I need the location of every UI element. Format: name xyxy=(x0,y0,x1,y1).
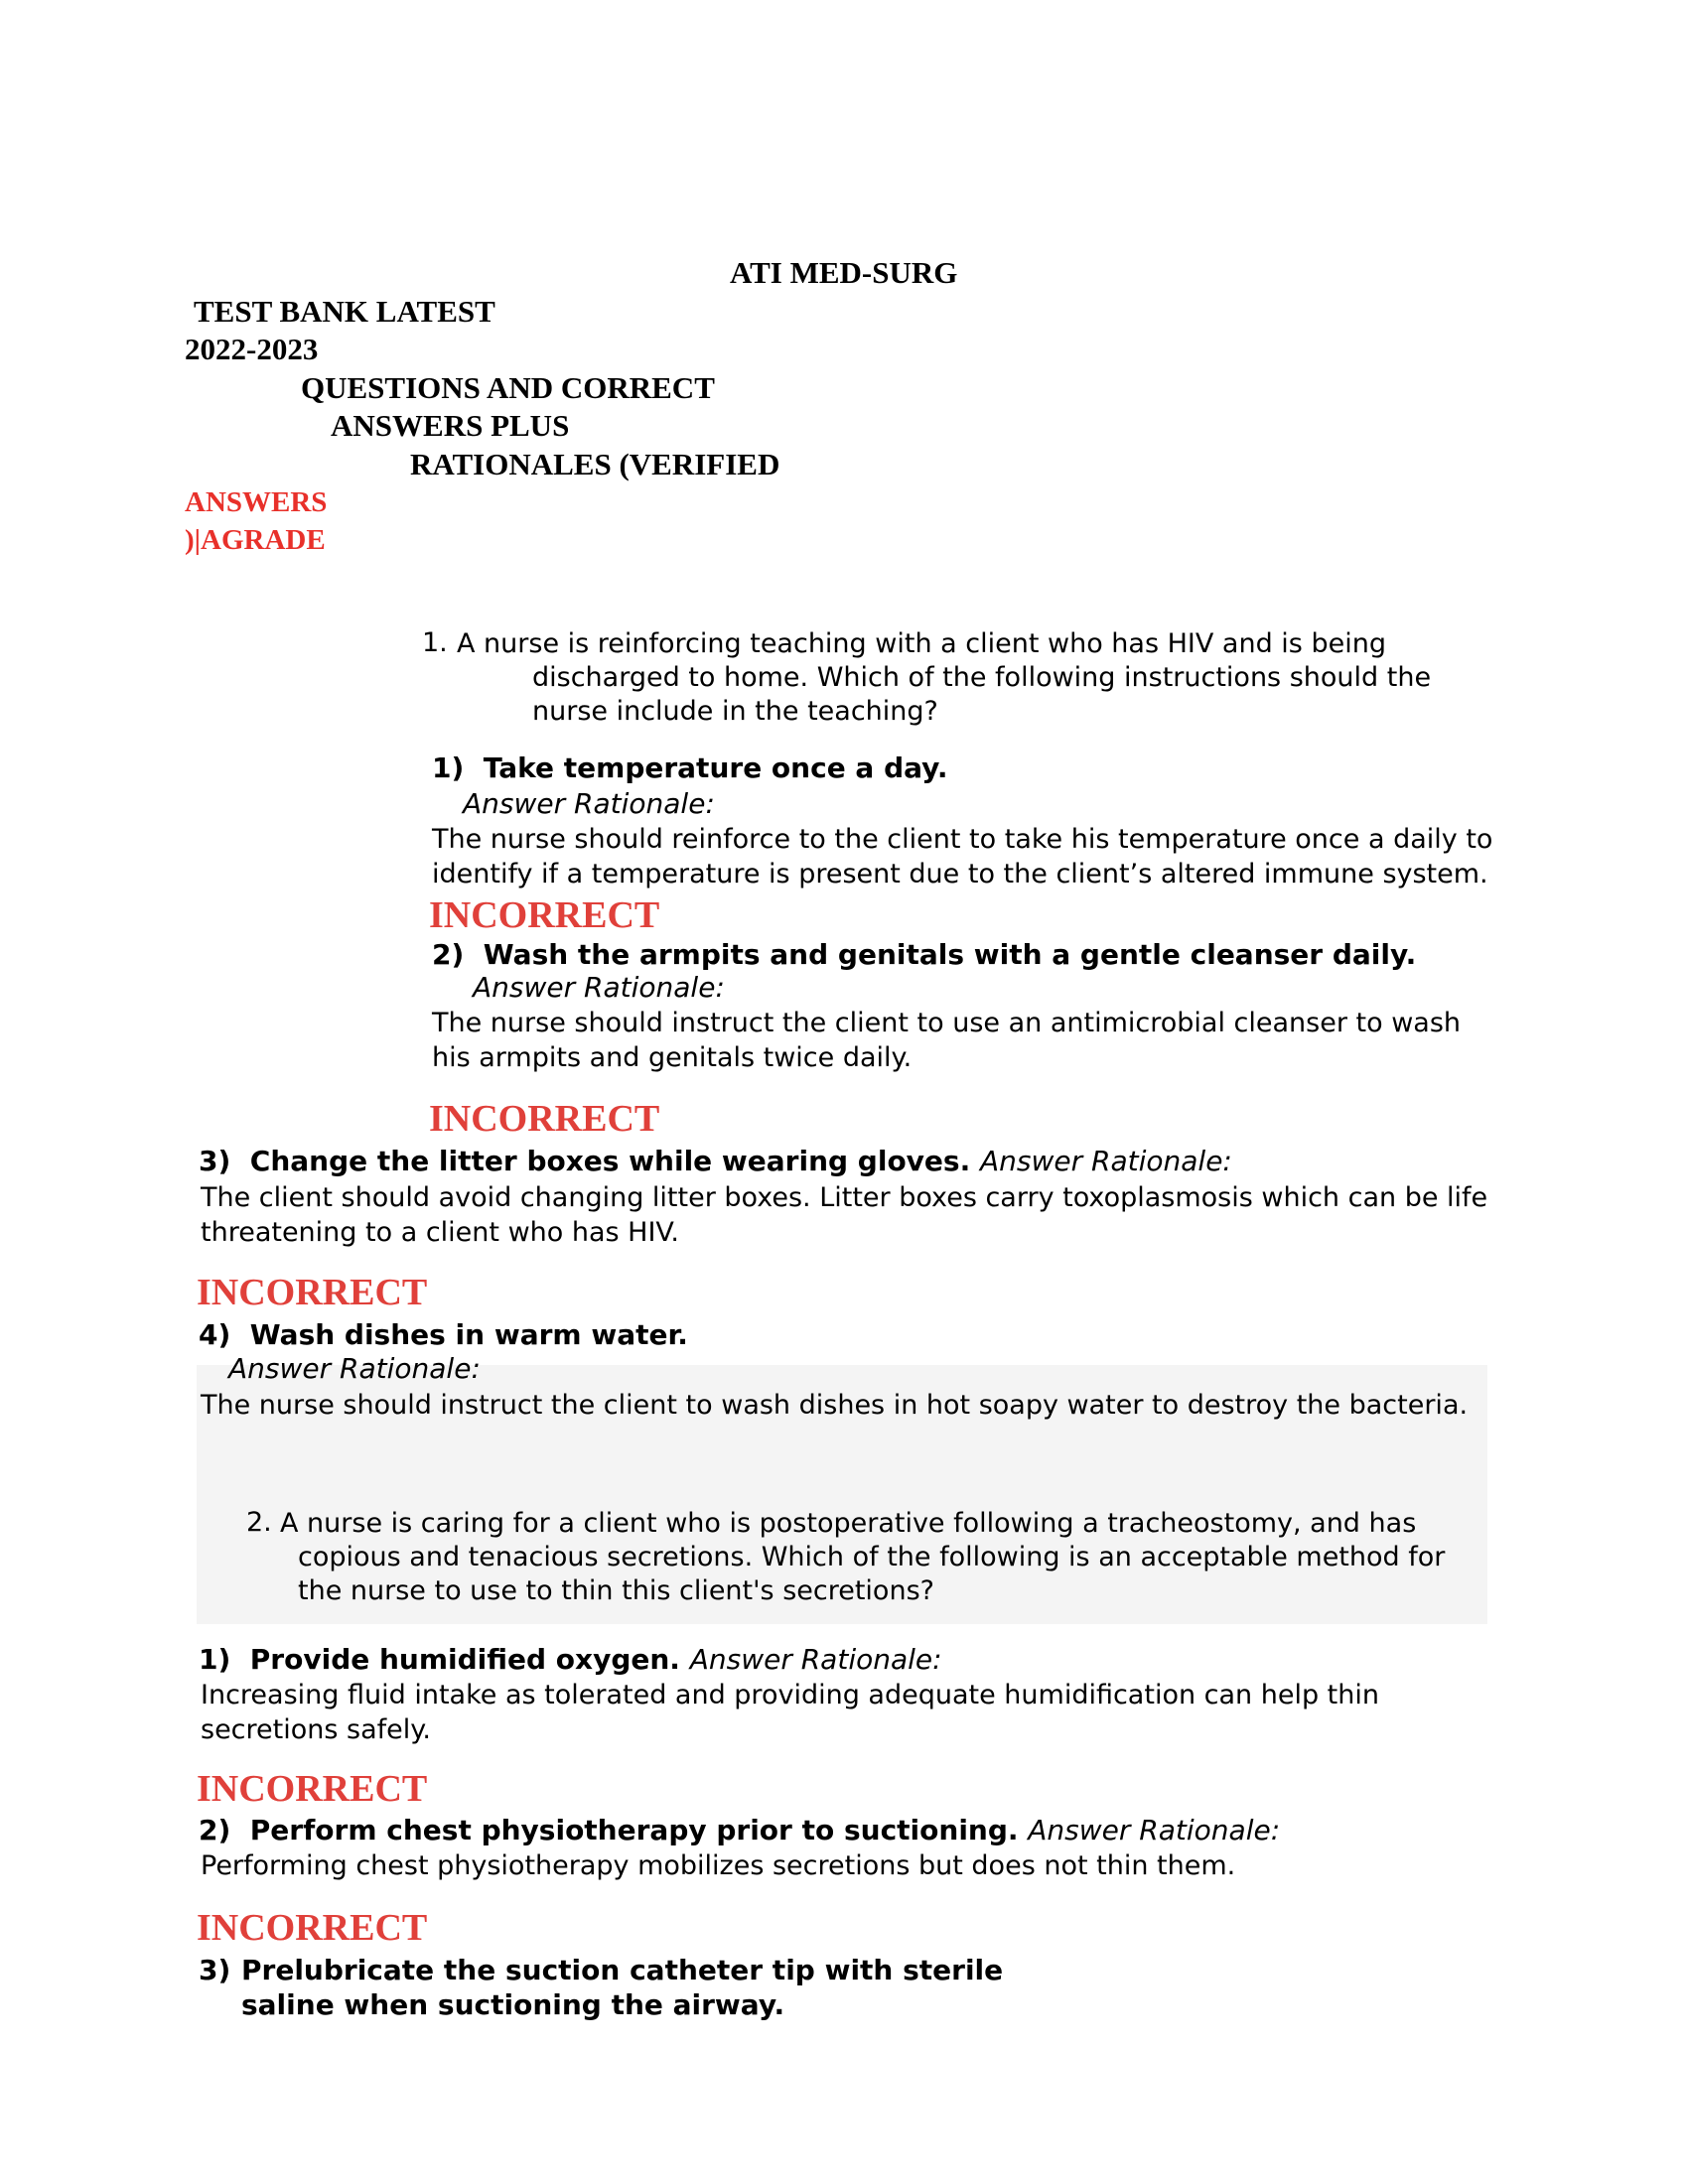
header-line-answers: ANSWERS xyxy=(185,486,328,518)
header-line-questions: QUESTIONS AND CORRECT xyxy=(301,370,715,405)
header-line-test-bank: TEST BANK LATEST xyxy=(194,294,495,329)
document-title: ATI MED-SURG xyxy=(730,255,958,290)
q2-option-2-rationale: Performing chest physiotherapy mobilizes secretions but does not thin them. xyxy=(201,1850,1236,1881)
q1-option-3-text: Change the litter boxes while wearing gloves. xyxy=(249,1145,971,1177)
question-2-stem xyxy=(280,1507,1472,1608)
question-1-stem-text: A nurse is reinforcing teaching with a client who has HIV and is being discharged to home. Which of the following instructions should the nurse include in the teaching? xyxy=(457,628,1432,727)
q2-option-3 xyxy=(199,1953,1092,2022)
q1-option-2-rationale: The nurse should instruct the client to use an antimicrobial cleanser to wash his armpits and genitals twice daily. xyxy=(432,1008,1462,1073)
header-line-answers-plus: ANSWERS PLUS xyxy=(331,408,570,443)
q1-option-3-status: INCORRECT xyxy=(197,1272,428,1313)
q1-option-4-rationale-label: Answer Rationale: xyxy=(228,1352,481,1385)
q2-option-1 xyxy=(199,1643,942,1676)
q1-option-1-status: INCORRECT xyxy=(429,894,660,936)
q2-option-2-text: Perform chest physiotherapy prior to suctioning. xyxy=(249,1814,1019,1846)
q1-option-1 xyxy=(432,751,947,784)
q2-option-2-status: INCORRECT xyxy=(197,1907,428,1949)
q1-option-4-num: 4) xyxy=(199,1318,231,1351)
q1-option-3 xyxy=(199,1145,1232,1177)
q2-option-1-status: INCORRECT xyxy=(197,1768,428,1810)
q2-option-3-text: Prelubricate the suction catheter tip with sterile saline when suctioning the airway. xyxy=(241,1954,1004,2021)
q1-option-3-rationale-label: Answer Rationale: xyxy=(979,1145,1232,1177)
q2-option-3-num: 3) xyxy=(199,1954,231,1986)
question-2-number: 2. xyxy=(246,1507,272,1538)
q1-option-1-num: 1) xyxy=(432,751,465,784)
q2-option-2 xyxy=(199,1814,1280,1846)
q2-option-1-num: 1) xyxy=(199,1643,231,1676)
q1-option-2-text: Wash the armpits and genitals with a gentle cleanser daily. xyxy=(483,938,1417,971)
q1-option-2-rationale-label: Answer Rationale: xyxy=(473,971,725,1004)
q1-option-4 xyxy=(199,1318,688,1351)
question-2-stem-text: A nurse is caring for a client who is postoperative following a tracheostomy, and has copious and tenacious secretions. Which of the following is an acceptable method for the nurse to use to thin this client's secretions? xyxy=(280,1508,1446,1606)
question-1-number: 1. xyxy=(422,627,448,658)
q2-option-1-text: Provide humidified oxygen. xyxy=(249,1643,680,1676)
q2-option-2-rationale-label: Answer Rationale: xyxy=(1028,1814,1281,1846)
q2-option-1-rationale-label: Answer Rationale: xyxy=(689,1643,942,1676)
q1-option-4-text: Wash dishes in warm water. xyxy=(249,1318,688,1351)
q1-option-2-status: INCORRECT xyxy=(429,1098,660,1140)
q1-option-3-rationale: The client should avoid changing litter boxes. Litter boxes carry toxoplasmosis which can be life threatening to a client who has HIV. xyxy=(201,1182,1488,1248)
q1-option-1-rationale: The nurse should reinforce to the client to take his temperature once a daily to identify if a temperature is present due to the client’s altered immune system. xyxy=(432,824,1493,889)
q2-option-2-num: 2) xyxy=(199,1814,231,1846)
q1-option-4-rationale: The nurse should instruct the client to wash dishes in hot soapy water to destroy the bacteria. xyxy=(201,1390,1469,1421)
q1-option-1-text: Take temperature once a day. xyxy=(483,751,948,784)
header-line-rationales: RATIONALES (VERIFIED xyxy=(410,447,780,481)
header-line-year: 2022-2023 xyxy=(185,332,319,366)
header-line-grade: )|AGRADE xyxy=(185,524,326,556)
question-1-stem xyxy=(457,627,1479,729)
q1-option-2-num: 2) xyxy=(432,938,465,971)
q1-option-2 xyxy=(432,938,1416,971)
q1-option-1-rationale-label: Answer Rationale: xyxy=(463,787,715,820)
q2-option-1-rationale: Increasing fluid intake as tolerated and providing adequate humidification can help thin secretions safely. xyxy=(201,1680,1379,1745)
q1-option-3-num: 3) xyxy=(199,1145,231,1177)
